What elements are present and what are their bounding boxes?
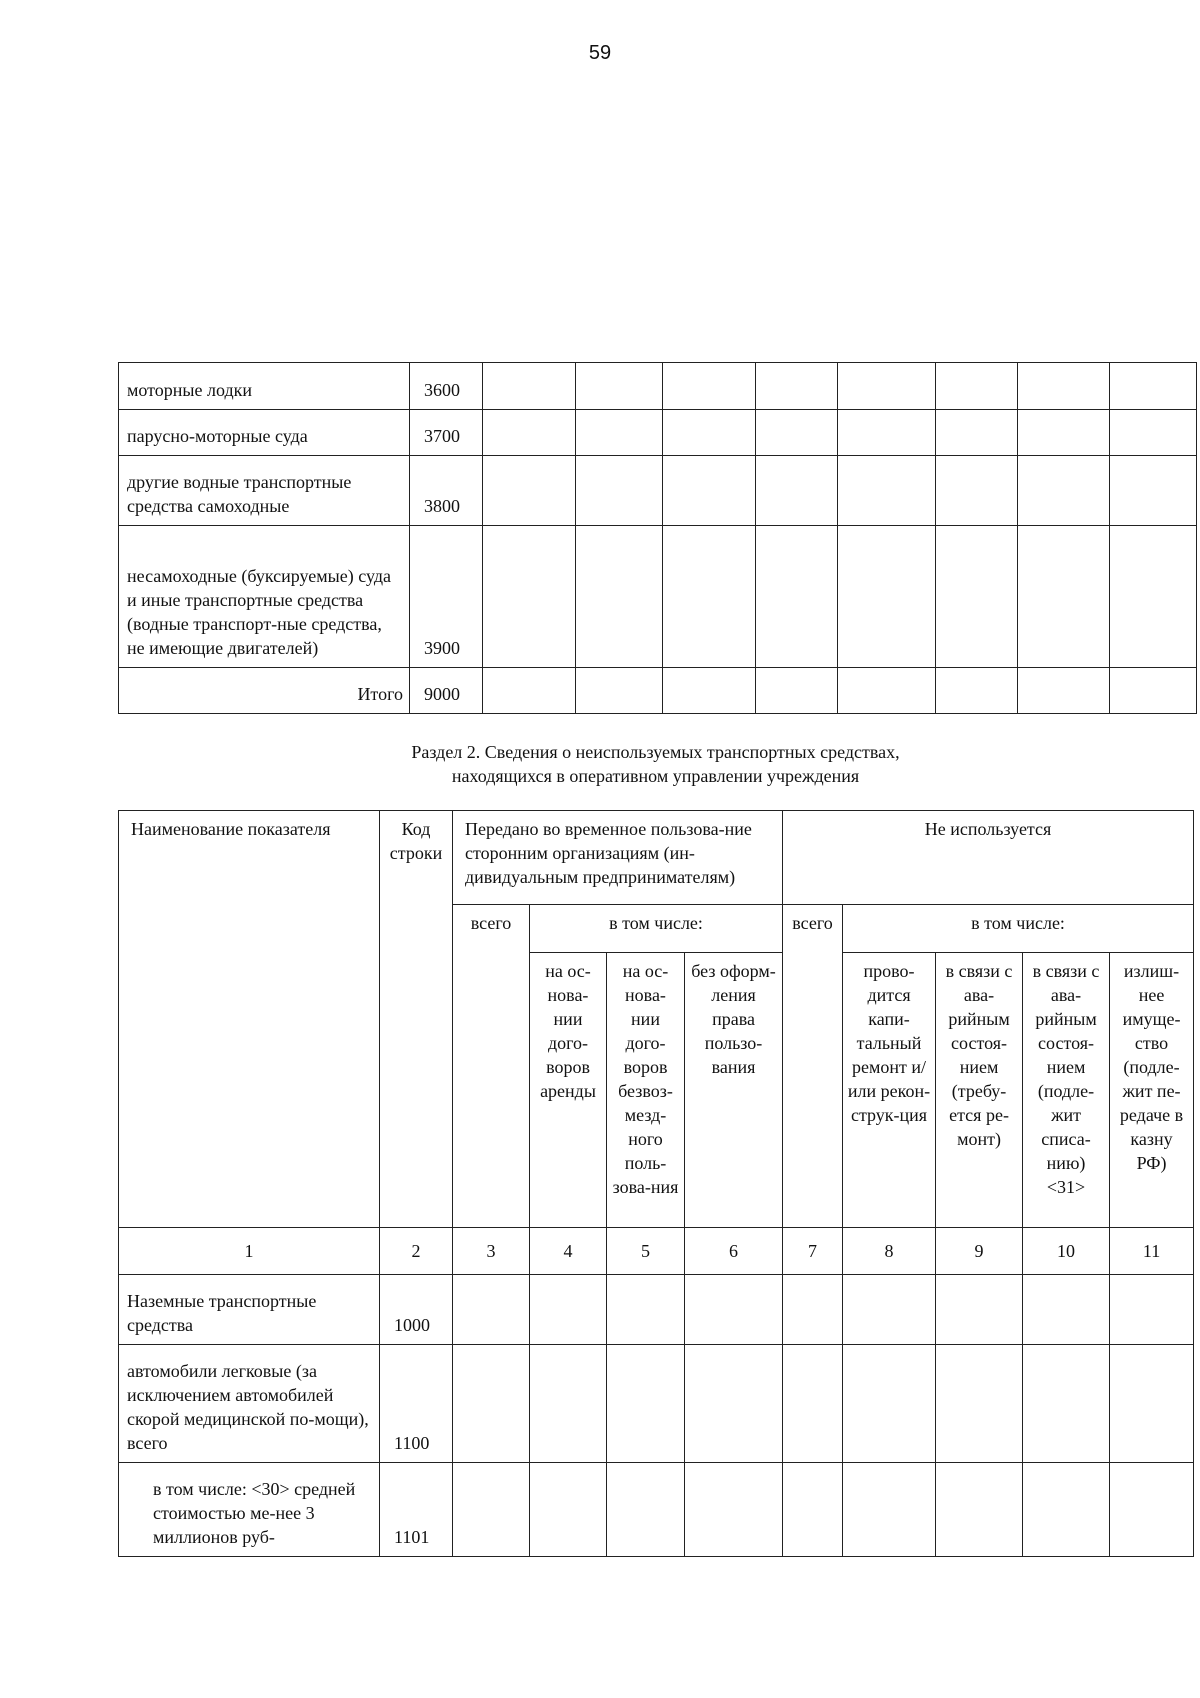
row-code: 3800 bbox=[410, 456, 483, 526]
row-code: 3600 bbox=[410, 363, 483, 410]
data-cell bbox=[663, 410, 756, 456]
data-cell bbox=[783, 1275, 843, 1345]
data-cell bbox=[1018, 363, 1110, 410]
row-code: 3700 bbox=[410, 410, 483, 456]
data-cell bbox=[663, 526, 756, 668]
header-total: всего bbox=[453, 905, 530, 1228]
data-cell bbox=[936, 456, 1018, 526]
data-cell bbox=[783, 1345, 843, 1463]
data-cell bbox=[453, 1345, 530, 1463]
data-cell bbox=[685, 1275, 783, 1345]
section-title bbox=[118, 740, 1193, 788]
row-code: 1101 bbox=[380, 1463, 453, 1557]
row-name: другие водные транспортные средства самоходные bbox=[119, 456, 410, 526]
data-cell bbox=[530, 1275, 607, 1345]
data-cell bbox=[483, 526, 576, 668]
data-cell bbox=[756, 410, 838, 456]
column-number: 8 bbox=[843, 1228, 936, 1275]
data-cell bbox=[453, 1463, 530, 1557]
row-code: 9000 bbox=[410, 668, 483, 714]
data-cell bbox=[1023, 1463, 1110, 1557]
table-unused-transport bbox=[118, 810, 1194, 1557]
data-cell bbox=[607, 1345, 685, 1463]
data-cell bbox=[483, 456, 576, 526]
row-name: несамоходные (буксируемые) суда и иные транспортные средства (водные транспорт-ные средства, не имеющие двигателей) bbox=[119, 526, 410, 668]
header-transferred: Передано во временное пользова-ние сторонним организациям (ин-дивидуальным предпринимателям) bbox=[453, 811, 783, 905]
data-cell bbox=[685, 1345, 783, 1463]
data-cell bbox=[936, 363, 1018, 410]
column-number: 3 bbox=[453, 1228, 530, 1275]
row-code: 3900 bbox=[410, 526, 483, 668]
data-cell bbox=[1018, 456, 1110, 526]
data-cell bbox=[1018, 526, 1110, 668]
section-title-line: находящихся в оперативном управлении учреждения bbox=[451, 766, 860, 786]
data-cell bbox=[783, 1463, 843, 1557]
data-cell bbox=[576, 456, 663, 526]
data-cell bbox=[1110, 1275, 1194, 1345]
column-number: 9 bbox=[936, 1228, 1023, 1275]
data-cell bbox=[756, 526, 838, 668]
data-cell bbox=[1110, 456, 1197, 526]
column-number: 4 bbox=[530, 1228, 607, 1275]
data-cell bbox=[1018, 668, 1110, 714]
data-cell bbox=[756, 668, 838, 714]
data-cell bbox=[1110, 1345, 1194, 1463]
row-code: 1000 bbox=[380, 1275, 453, 1345]
column-number: 1 bbox=[119, 1228, 380, 1275]
data-cell bbox=[1110, 668, 1197, 714]
data-cell bbox=[576, 410, 663, 456]
data-cell bbox=[936, 526, 1018, 668]
data-cell bbox=[483, 410, 576, 456]
row-code: 1100 bbox=[380, 1345, 453, 1463]
data-cell bbox=[483, 363, 576, 410]
data-cell bbox=[1110, 410, 1197, 456]
data-cell bbox=[936, 1463, 1023, 1557]
data-cell bbox=[1018, 410, 1110, 456]
data-cell bbox=[756, 363, 838, 410]
data-cell bbox=[1110, 1463, 1194, 1557]
header-total: всего bbox=[783, 905, 843, 1228]
header-code: Код строки bbox=[380, 811, 453, 1228]
data-cell bbox=[576, 526, 663, 668]
data-cell bbox=[607, 1463, 685, 1557]
header-lease: на ос-нова-нии дого-воров аренды bbox=[530, 953, 607, 1228]
column-number: 5 bbox=[607, 1228, 685, 1275]
data-cell bbox=[1110, 363, 1197, 410]
data-cell bbox=[843, 1345, 936, 1463]
data-cell bbox=[663, 456, 756, 526]
data-cell bbox=[530, 1463, 607, 1557]
table-row bbox=[119, 1345, 1194, 1463]
table-row bbox=[119, 456, 1197, 526]
data-cell bbox=[838, 526, 936, 668]
data-cell bbox=[483, 668, 576, 714]
data-cell bbox=[936, 1345, 1023, 1463]
data-cell bbox=[838, 456, 936, 526]
column-number-row bbox=[119, 1228, 1194, 1275]
data-cell bbox=[838, 410, 936, 456]
data-cell bbox=[576, 363, 663, 410]
table-water-transport bbox=[118, 362, 1197, 714]
column-number: 11 bbox=[1110, 1228, 1194, 1275]
column-number: 2 bbox=[380, 1228, 453, 1275]
header-including: в том числе: bbox=[530, 905, 783, 953]
data-cell bbox=[843, 1463, 936, 1557]
data-cell bbox=[685, 1463, 783, 1557]
table-row bbox=[119, 526, 1197, 668]
data-cell bbox=[576, 668, 663, 714]
column-number: 10 bbox=[1023, 1228, 1110, 1275]
row-name: Итого bbox=[119, 668, 410, 714]
header-free-use: на ос-нова-нии дого-воров безвоз-мезд-ного поль-зова-ния bbox=[607, 953, 685, 1228]
column-number: 7 bbox=[783, 1228, 843, 1275]
header-including: в том числе: bbox=[843, 905, 1194, 953]
section-title-line: Раздел 2. Сведения о неиспользуемых транспортных средствах, bbox=[411, 742, 900, 762]
data-cell bbox=[530, 1345, 607, 1463]
header-repair: прово-дится капи-тальный ремонт и/или рекон-струк-ция bbox=[843, 953, 936, 1228]
header-name: Наименование показателя bbox=[119, 811, 380, 1228]
table-row bbox=[119, 1463, 1194, 1557]
table-row bbox=[119, 668, 1197, 714]
data-cell bbox=[843, 1275, 936, 1345]
table-row bbox=[119, 363, 1197, 410]
data-cell bbox=[756, 456, 838, 526]
header-row bbox=[119, 811, 1194, 905]
row-name: Наземные транспортные средства bbox=[119, 1275, 380, 1345]
data-cell bbox=[453, 1275, 530, 1345]
data-cell bbox=[1023, 1345, 1110, 1463]
header-accident-writeoff: в связи с ава-рийным состоя-нием (подле-жит списа-нию) <31> bbox=[1023, 953, 1110, 1228]
data-cell bbox=[607, 1275, 685, 1345]
header-not-used: Не используется bbox=[783, 811, 1194, 905]
row-name: автомобили легковые (за исключением автомобилей скорой медицинской по-мощи), всего bbox=[119, 1345, 380, 1463]
row-name: в том числе: <30> средней стоимостью ме-нее 3 миллионов руб- bbox=[119, 1463, 380, 1557]
header-surplus: излиш-нее имуще-ство (подле-жит пе-редаче в казну РФ) bbox=[1110, 953, 1194, 1228]
data-cell bbox=[838, 668, 936, 714]
data-cell bbox=[838, 363, 936, 410]
page-number: 59 bbox=[588, 42, 612, 64]
data-cell bbox=[663, 668, 756, 714]
column-number: 6 bbox=[685, 1228, 783, 1275]
table-row bbox=[119, 410, 1197, 456]
data-cell bbox=[936, 1275, 1023, 1345]
table-row bbox=[119, 1275, 1194, 1345]
header-accident-repair: в связи с ава-рийным состоя-нием (требу-ется ре-монт) bbox=[936, 953, 1023, 1228]
data-cell bbox=[936, 410, 1018, 456]
data-cell bbox=[936, 668, 1018, 714]
data-cell bbox=[663, 363, 756, 410]
row-name: парусно-моторные суда bbox=[119, 410, 410, 456]
header-no-right: без оформ-ления права пользо-вания bbox=[685, 953, 783, 1228]
row-name: моторные лодки bbox=[119, 363, 410, 410]
data-cell bbox=[1023, 1275, 1110, 1345]
data-cell bbox=[1110, 526, 1197, 668]
